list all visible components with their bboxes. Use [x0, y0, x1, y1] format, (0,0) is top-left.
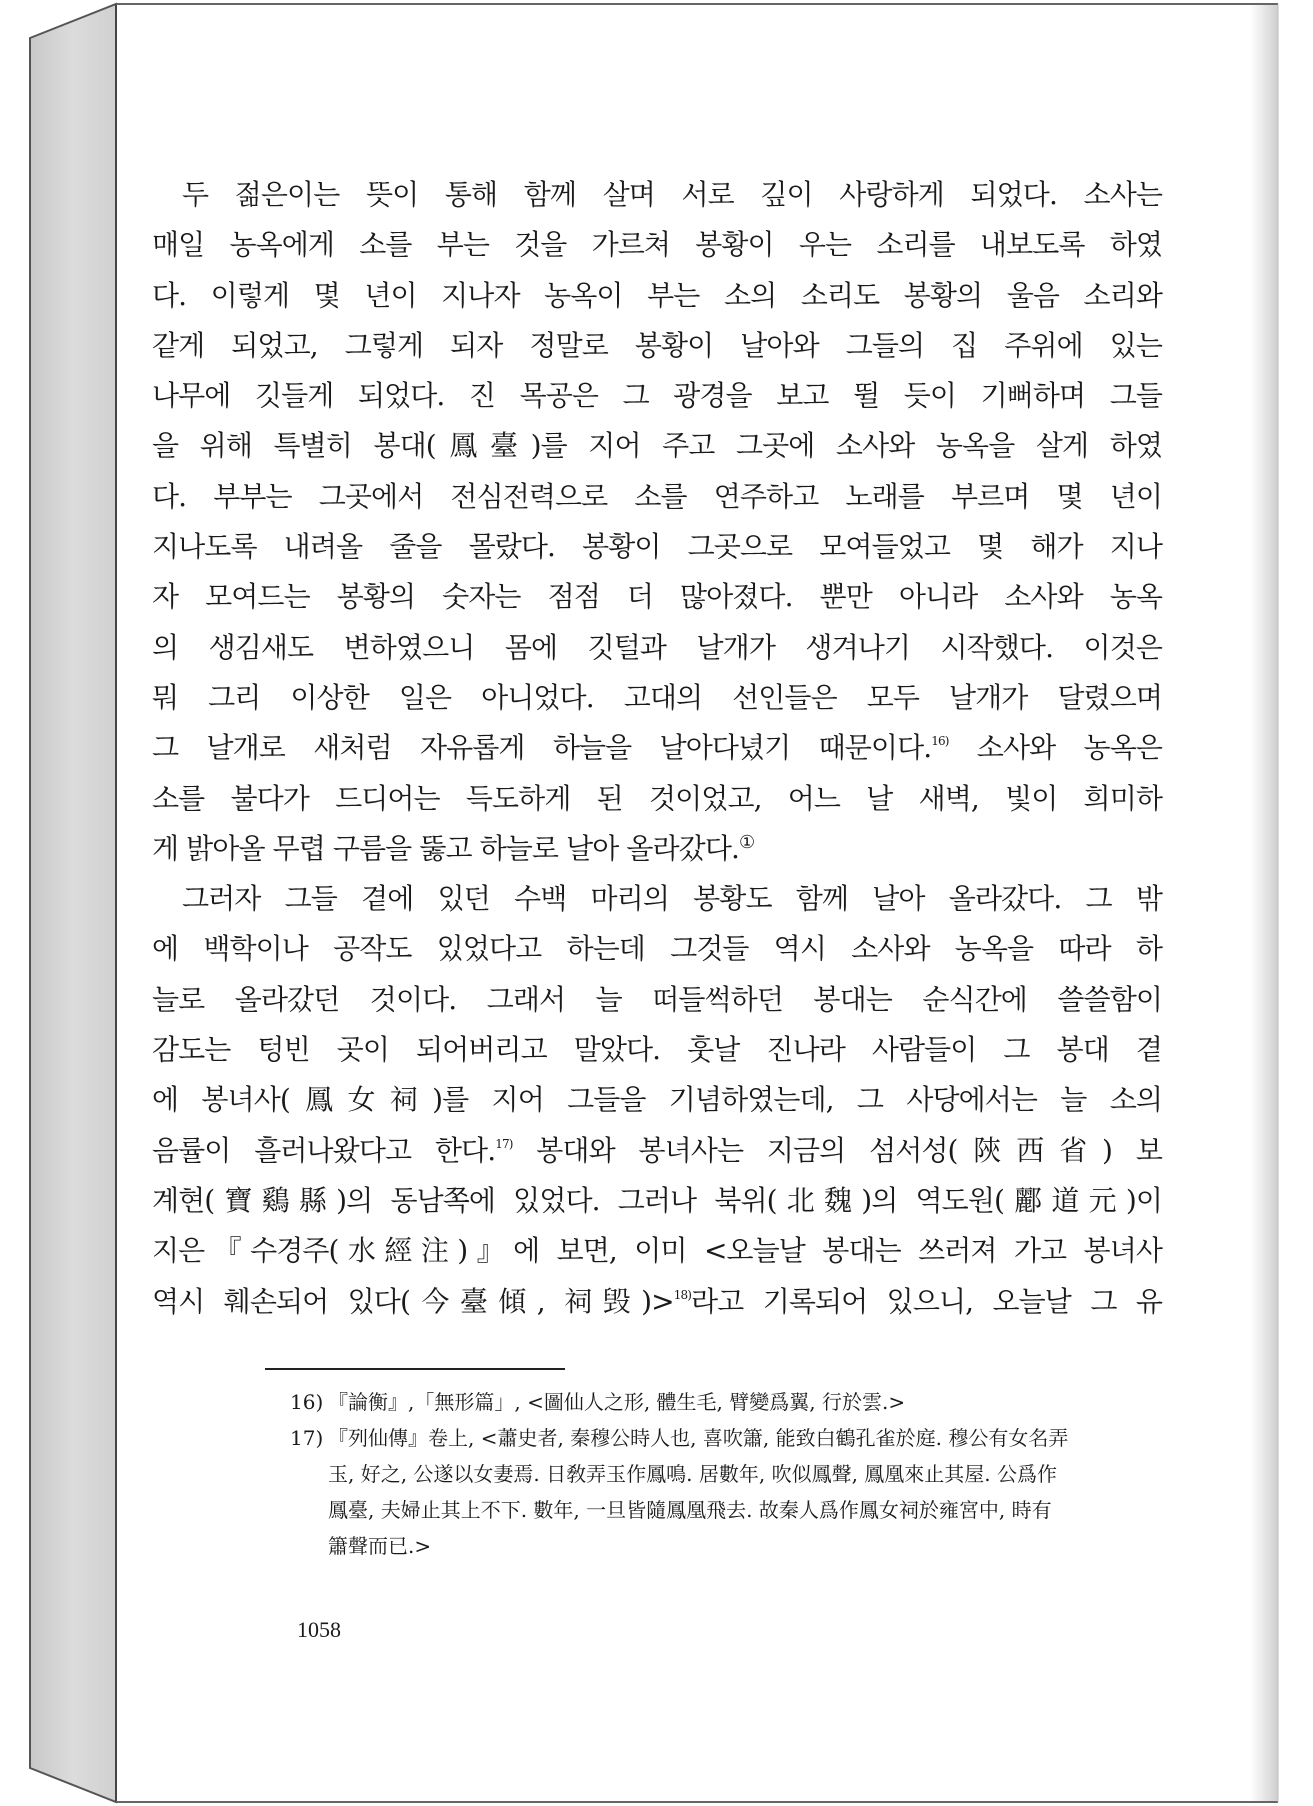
- note-mark: ①: [738, 831, 755, 853]
- text-line: [152, 723, 1162, 773]
- text-segment: 봉대와 봉녀사는 지금의 섬서성(陝西省) 보: [512, 1133, 1162, 1167]
- text-segment: 그 날개로 새처럼 자유롭게 하늘을 날아다녔기 때문이다.: [152, 731, 932, 765]
- text-line: 지은『수경주(水經注)』에 보면, 이미 <오늘날 봉대는 쓰러져 가고 봉녀사: [152, 1234, 1162, 1268]
- text-line: 다. 이렇게 몇 년이 지나자 농옥이 부는 소의 소리도 봉황의 울음 소리와: [152, 278, 1162, 312]
- text-line: 그러자 그들 곁에 있던 수백 마리의 봉황도 함께 날아 올라갔다. 그 밖: [182, 882, 1162, 916]
- text-line: 을 위해 특별히 봉대(鳳臺)를 지어 주고 그곳에 소사와 농옥을 살게 하였: [152, 429, 1162, 463]
- footnote-line: 『列仙傳』卷上, <蕭史者, 秦穆公時人也, 喜吹簫, 能致白鶴孔雀於庭. 穆公有女名弄: [328, 1426, 1069, 1450]
- footnote-line: 簫聲而已.>: [328, 1534, 432, 1558]
- text-line: 에 봉녀사(鳳女祠)를 지어 그들을 기념하였는데, 그 사당에서는 늘 소의: [152, 1083, 1162, 1117]
- text-segment: 소사와 농옥은: [948, 731, 1162, 765]
- text-segment: 역시 훼손되어 있다(今臺傾, 祠毁)>: [152, 1284, 674, 1318]
- paragraph: [152, 170, 1162, 874]
- text-line: [152, 824, 1162, 874]
- text-line: 나무에 깃들게 되었다. 진 목공은 그 광경을 보고 뛸 듯이 기뻐하며 그들: [152, 379, 1162, 413]
- footnote-number: 17): [290, 1426, 324, 1450]
- footnote-number: 16): [290, 1390, 324, 1414]
- footnote-16: [290, 1384, 1170, 1420]
- footnote-ref: 18): [673, 1287, 692, 1302]
- footnote-ref: 17): [495, 1136, 513, 1151]
- text-line: 의 생김새도 변하였으니 몸에 깃털과 날개가 생겨나기 시작했다. 이것은: [152, 630, 1162, 664]
- footnotes: [290, 1384, 1170, 1564]
- footnote-line: 鳳臺, 夫婦止其上不下. 數年, 一旦皆隨鳳凰飛去. 故秦人爲作鳳女祠於雍宮中, 時有: [328, 1498, 1052, 1522]
- footnote-line: 玉, 好之, 公遂以女妻焉. 日敎弄玉作鳳鳴. 居數年, 吹似鳳聲, 鳳凰來止其屋. 公爲作: [328, 1462, 1058, 1486]
- text-line: 늘로 올라갔던 것이다. 그래서 늘 떠들썩하던 봉대는 순식간에 쓸쓸함이: [152, 982, 1162, 1016]
- text-line: 같게 되었고, 그렇게 되자 정말로 봉황이 날아와 그들의 집 주위에 있는: [152, 328, 1162, 362]
- paragraph: [152, 874, 1162, 1327]
- text-line: 두 젊은이는 뜻이 통해 함께 살며 서로 깊이 사랑하게 되었다. 소사는: [182, 178, 1162, 211]
- main-text: [152, 170, 1162, 1327]
- text-segment: 게 밝아올 무렵 구름을 뚫고 하늘로 날아 올라갔다.: [152, 831, 739, 865]
- footnote-divider: [265, 1368, 565, 1370]
- text-line: [152, 1126, 1162, 1176]
- text-line: 지나도록 내려올 줄을 몰랐다. 봉황이 그곳으로 모여들었고 몇 해가 지나: [152, 530, 1162, 564]
- footnote-ref: 16): [931, 734, 949, 749]
- text-line: 매일 농옥에게 소를 부는 것을 가르쳐 봉황이 우는 소리를 내보도록 하였: [152, 228, 1162, 262]
- text-line: [152, 1277, 1162, 1327]
- page-number: 1058: [297, 1617, 341, 1642]
- text-segment: 라고 기록되어 있으니, 오늘날 그 유: [691, 1284, 1163, 1318]
- text-line: 계현(寶鷄縣)의 동남쪽에 있었다. 그러나 북위(北魏)의 역도원(酈道元)이: [152, 1183, 1162, 1217]
- text-line: 소를 불다가 드디어는 득도하게 된 것이었고, 어느 날 새벽, 빛이 희미하: [152, 781, 1162, 815]
- text-line: 자 모여드는 봉황의 숫자는 점점 더 많아졌다. 뿐만 아니라 소사와 농옥: [152, 580, 1162, 614]
- text-line: 에 백학이나 공작도 있었다고 하는데 그것들 역시 소사와 농옥을 따라 하: [152, 932, 1162, 966]
- footnote-17: [290, 1420, 1170, 1564]
- text-segment: 음률이 흘러나왔다고 한다.: [152, 1133, 496, 1167]
- text-line: 뭐 그리 이상한 일은 아니었다. 고대의 선인들은 모두 날개가 달렸으며: [152, 680, 1162, 714]
- footnote-line: 『論衡』,「無形篇」, <圖仙人之形, 體生毛, 臂變爲翼, 行於雲.>: [328, 1390, 906, 1414]
- text-line: 다. 부부는 그곳에서 전심전력으로 소를 연주하고 노래를 부르며 몇 년이: [152, 479, 1162, 513]
- text-line: 감도는 텅빈 곳이 되어버리고 말았다. 훗날 진나라 사람들이 그 봉대 곁: [152, 1033, 1162, 1067]
